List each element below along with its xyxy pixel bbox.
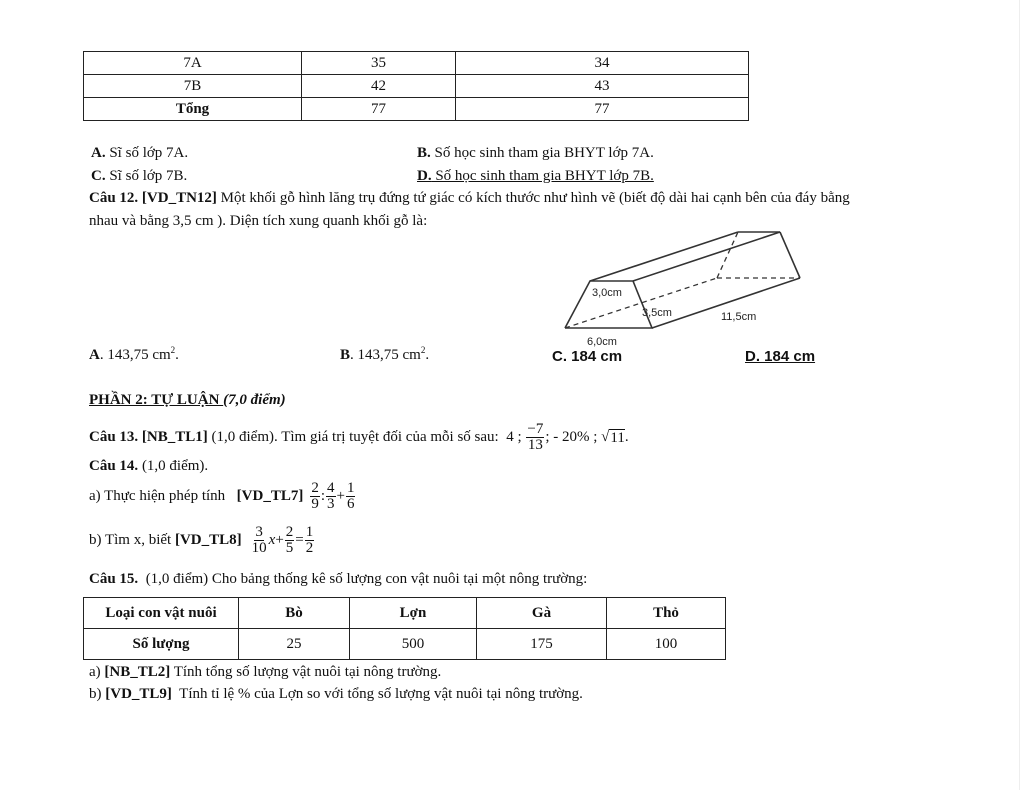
denominator: 9 xyxy=(311,496,319,512)
denominator: 13 xyxy=(527,437,543,453)
q11-option-d xyxy=(417,168,654,185)
class-table xyxy=(83,51,749,121)
q15-a xyxy=(89,664,441,681)
table-header-cell: Thỏ xyxy=(607,598,726,629)
q12-line1 xyxy=(89,190,850,207)
q11-option-b xyxy=(417,145,654,162)
option-text: . 143,75 cm xyxy=(99,347,171,363)
table-row xyxy=(84,75,749,98)
table-cell: Tổng xyxy=(84,98,302,121)
option-text: . 143,75 cm xyxy=(350,347,421,363)
figure-label-side: 3,5cm xyxy=(642,307,672,319)
table-header-cell: Lợn xyxy=(350,598,477,629)
sqrt-symbol: √ xyxy=(601,429,610,445)
numerator: 4 xyxy=(327,480,335,496)
option-text: Số học sinh tham gia BHYT lớp 7B. xyxy=(431,168,654,184)
item-prefix: b) xyxy=(89,686,106,702)
table-row xyxy=(84,629,726,660)
question-tag: [VD_TL7] xyxy=(236,488,304,504)
operator: + xyxy=(336,488,345,504)
fraction xyxy=(526,422,544,453)
question-tag: [NB_TL2] xyxy=(104,664,171,680)
question-end: . xyxy=(624,429,629,445)
q15 xyxy=(89,571,587,588)
question-text: a) Thực hiện phép tính xyxy=(89,488,233,504)
numerator: −7 xyxy=(527,421,544,437)
numerator: 3 xyxy=(255,524,263,540)
q14-b xyxy=(89,525,315,556)
fraction xyxy=(285,525,295,556)
prism-figure xyxy=(555,228,805,350)
q12-option-c: C. 184 cm xyxy=(552,348,623,365)
numerator: 2 xyxy=(285,524,294,540)
table-cell: 500 xyxy=(350,629,477,660)
q12-option-d: D. 184 cm xyxy=(745,348,816,365)
question-text: Tính tỉ lệ % của Lợn so với tổng số lượng vật nuôi tại nông trường. xyxy=(171,686,583,702)
operator: : xyxy=(320,488,325,504)
option-text: Số học sinh tham gia BHYT lớp 7A. xyxy=(430,145,654,161)
table-cell: 175 xyxy=(477,629,607,660)
superscript: 2 xyxy=(170,345,176,355)
table-cell: 25 xyxy=(239,629,350,660)
table-cell: 7B xyxy=(84,75,302,98)
table-cell: Số lượng xyxy=(84,629,239,660)
question-label: Câu 13. [NB_TL1] xyxy=(89,429,208,445)
livestock-table xyxy=(83,597,726,660)
q13 xyxy=(89,422,629,453)
option-label: C. xyxy=(91,168,106,184)
table-header-row xyxy=(84,598,726,629)
question-text: b) Tìm x, biết xyxy=(89,532,175,548)
table-header-cell: Gà xyxy=(477,598,607,629)
option-text: Sĩ số lớp 7A. xyxy=(105,145,189,161)
numerator: 1 xyxy=(305,524,314,540)
operator: = xyxy=(295,532,304,548)
table-header-cell: Loại con vật nuôi xyxy=(84,598,239,629)
question-text: Một khối gỗ hình lăng trụ đứng tứ giác có kích thước như hình vẽ (biết độ dài hai cạnh bên của đáy bằng xyxy=(216,190,850,206)
option-label: A xyxy=(89,347,100,363)
variable: x xyxy=(268,532,276,548)
option-label: B xyxy=(340,347,351,363)
page-edge xyxy=(1019,0,1020,790)
table-cell: 43 xyxy=(456,75,749,98)
table-cell: 7A xyxy=(84,52,302,75)
table-cell: 42 xyxy=(302,75,456,98)
question-tag: [VD_TL8] xyxy=(174,532,242,548)
question-text: (1,0 điểm). xyxy=(138,458,209,474)
numerator: 1 xyxy=(346,480,355,496)
fraction xyxy=(305,525,315,556)
q11-option-c xyxy=(91,168,187,185)
table-row xyxy=(84,52,749,75)
operator: + xyxy=(275,532,284,548)
table-cell: 77 xyxy=(302,98,456,121)
fraction xyxy=(251,525,268,556)
q14-a xyxy=(89,481,356,512)
item-prefix: a) xyxy=(89,664,105,680)
section-title: PHẦN 2: TỰ LUẬN xyxy=(89,392,224,408)
option-label: D. xyxy=(417,168,432,184)
table-header-cell: Bò xyxy=(239,598,350,629)
option-label: B. xyxy=(417,145,431,161)
fraction xyxy=(326,481,336,512)
q12-option-d-clip xyxy=(745,348,830,366)
q15-b xyxy=(89,686,583,703)
numerator: 2 xyxy=(311,480,319,496)
table-cell: 35 xyxy=(302,52,456,75)
q12-option-b xyxy=(340,345,429,364)
question-label: Câu 12. [VD_TN12] xyxy=(89,190,217,206)
table-cell: 77 xyxy=(456,98,749,121)
question-text: Tính tổng số lượng vật nuôi tại nông trường. xyxy=(170,664,442,680)
denominator: 6 xyxy=(346,496,355,512)
option-end: . xyxy=(175,347,179,363)
q12-line2: nhau và bằng 3,5 cm ). Diện tích xung quanh khối gỗ là: xyxy=(89,213,428,229)
denominator: 5 xyxy=(285,540,294,556)
figure-label-bottom: 6,0cm xyxy=(587,336,617,348)
question-text: (1,0 điểm) Cho bảng thống kê số lượng con vật nuôi tại một nông trường: xyxy=(138,571,588,587)
denominator: 10 xyxy=(251,540,267,556)
question-text: (1,0 điểm). Tìm giá trị tuyệt đối của mỗi số sau: 4 ; xyxy=(207,429,526,445)
table-cell: 34 xyxy=(456,52,749,75)
table-row xyxy=(84,98,749,121)
q14 xyxy=(89,458,208,475)
denominator: 2 xyxy=(305,540,314,556)
question-label: Câu 15. xyxy=(89,571,139,587)
fraction xyxy=(310,481,320,512)
question-text-rest: ; - 20% ; xyxy=(545,429,602,445)
option-text: Sĩ số lớp 7B. xyxy=(105,168,188,184)
denominator: 3 xyxy=(327,496,335,512)
q12-option-a xyxy=(89,345,179,364)
question-label: Câu 14. xyxy=(89,458,139,474)
part2-heading xyxy=(89,392,286,409)
option-end: . xyxy=(425,347,430,363)
option-label: A. xyxy=(91,145,106,161)
section-points: (7,0 điểm) xyxy=(223,392,286,408)
superscript: 2 xyxy=(420,345,426,355)
q12-option-c-clip xyxy=(552,348,642,366)
fraction xyxy=(346,481,356,512)
table-cell: 100 xyxy=(607,629,726,660)
figure-label-top: 3,0cm xyxy=(592,287,622,299)
question-tag: [VD_TL9] xyxy=(105,686,172,702)
sqrt-value: 11 xyxy=(610,429,625,446)
figure-label-length: 11,5cm xyxy=(721,311,757,323)
q11-option-a xyxy=(91,145,188,162)
